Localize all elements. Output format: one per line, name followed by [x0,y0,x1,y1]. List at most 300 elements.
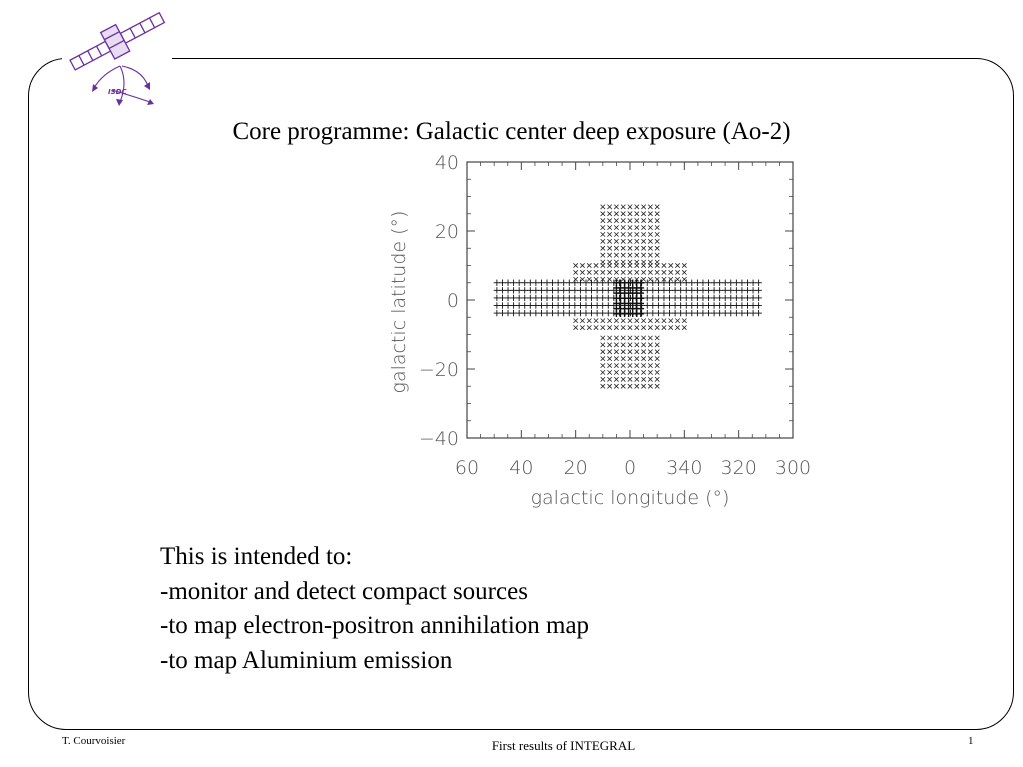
plus-marker [505,287,511,293]
plus-marker [694,280,700,286]
x-marker [601,325,605,329]
x-marker [607,370,611,374]
plus-marker [594,287,600,293]
x-marker [587,325,591,329]
x-marker [655,246,659,250]
x-marker [641,263,645,267]
x-marker [607,239,611,243]
plus-marker [644,287,650,293]
x-marker [655,253,659,257]
plus-marker [572,287,578,293]
x-marker [601,232,605,236]
plus-marker [689,310,695,316]
plus-marker [644,295,650,301]
x-marker [580,277,584,281]
plus-marker [588,310,594,316]
plus-marker [505,280,511,286]
plus-marker [700,310,706,316]
x-marker [628,356,632,360]
x-marker [621,270,625,274]
plus-marker [588,287,594,293]
plus-marker [689,295,695,301]
x-marker [635,205,639,209]
plus-marker [750,310,756,316]
x-marker [648,253,652,257]
x-marker [601,218,605,222]
plus-marker [705,295,711,301]
plus-marker [494,302,500,308]
plus-marker [577,302,583,308]
x-marker [635,350,639,354]
x-marker [607,205,611,209]
x-marker [594,270,598,274]
x-marker [655,370,659,374]
plus-marker [533,295,539,301]
plus-marker [505,310,511,316]
plus-marker [549,280,555,286]
x-marker [614,343,618,347]
x-marker [594,263,598,267]
x-marker [648,225,652,229]
plus-marker [755,295,761,301]
plus-marker [694,302,700,308]
x-marker [662,325,666,329]
x-marker [628,325,632,329]
x-marker [641,350,645,354]
x-marker [635,370,639,374]
x-marker [662,263,666,267]
plus-marker [533,302,539,308]
plus-marker [733,280,739,286]
plus-marker [677,310,683,316]
plus-marker [527,302,533,308]
x-marker [628,239,632,243]
plus-marker [494,295,500,301]
plus-marker [705,287,711,293]
x-marker [682,270,686,274]
plus-marker [516,287,522,293]
x-marker [601,377,605,381]
logo-text: ISDC [108,88,127,96]
x-marker [635,218,639,222]
plus-marker [561,280,567,286]
x-marker [662,270,666,274]
plus-marker [583,310,589,316]
plus-marker [728,310,734,316]
plus-marker [566,287,572,293]
x-marker [621,336,625,340]
x-marker [669,263,673,267]
plus-marker [716,280,722,286]
plus-marker [666,287,672,293]
x-marker [635,377,639,381]
plus-marker [716,295,722,301]
plus-marker [638,311,644,317]
plus-marker [711,302,717,308]
plus-marker [516,310,522,316]
plus-marker [555,295,561,301]
x-marker [601,212,605,216]
plus-marker [700,295,706,301]
x-marker [601,384,605,388]
plus-marker [722,280,728,286]
x-marker [621,384,625,388]
plus-marker [650,310,656,316]
x-marker [614,325,618,329]
x-tick-label: 300 [774,457,812,479]
x-marker [655,225,659,229]
plus-marker [650,287,656,293]
x-marker [675,277,679,281]
plus-marker [666,302,672,308]
plus-marker [510,280,516,286]
x-marker [621,218,625,222]
x-marker [635,343,639,347]
x-marker [587,270,591,274]
plus-marker [666,295,672,301]
plus-marker [510,302,516,308]
plus-marker [577,287,583,293]
plus-marker [544,310,550,316]
x-marker [655,232,659,236]
plus-marker [605,302,611,308]
plus-marker [655,310,661,316]
x-marker [648,263,652,267]
plus-marker [689,280,695,286]
plus-marker [605,287,611,293]
x-marker [635,356,639,360]
x-marker [675,325,679,329]
x-marker [648,336,652,340]
y-tick-label: −40 [418,428,459,450]
bullet-compact-sources: -monitor and detect compact sources [160,577,528,605]
x-marker [621,319,625,323]
x-marker [614,205,618,209]
plus-marker [661,280,667,286]
plus-marker [677,302,683,308]
x-marker [614,246,618,250]
slide-body [160,540,589,678]
x-marker [614,356,618,360]
plus-marker [549,295,555,301]
plus-marker [689,287,695,293]
plus-marker [494,310,500,316]
x-marker [641,384,645,388]
x-marker [641,356,645,360]
x-marker [573,319,577,323]
x-marker [655,239,659,243]
plus-marker [533,310,539,316]
x-marker [655,319,659,323]
x-marker [648,356,652,360]
x-marker [655,325,659,329]
y-tick-label: 40 [434,152,459,174]
plus-marker [494,287,500,293]
x-marker [607,225,611,229]
plus-marker [555,280,561,286]
x-marker [655,270,659,274]
x-marker [601,270,605,274]
plus-marker [716,287,722,293]
x-marker [601,370,605,374]
x-marker [628,319,632,323]
x-marker [635,270,639,274]
plus-marker [650,280,656,286]
plus-marker [499,310,505,316]
plus-marker [494,280,500,286]
x-marker [621,343,625,347]
plus-marker [705,302,711,308]
isdc-logo [62,4,172,108]
y-tick-label: 20 [434,221,459,243]
plus-marker [538,302,544,308]
x-marker [607,319,611,323]
x-marker [641,239,645,243]
x-marker [621,246,625,250]
plus-marker [694,310,700,316]
x-marker [635,263,639,267]
y-tick-label: −20 [418,359,459,381]
x-marker [621,325,625,329]
x-marker [607,246,611,250]
plus-marker [672,302,678,308]
x-marker [635,319,639,323]
x-marker [601,246,605,250]
x-marker [641,212,645,216]
x-marker [675,319,679,323]
plus-marker [566,302,572,308]
x-marker [607,212,611,216]
plus-marker [661,310,667,316]
x-marker [648,343,652,347]
plus-marker [572,302,578,308]
plus-marker [516,280,522,286]
plus-marker [561,287,567,293]
x-marker [580,319,584,323]
x-marker [601,225,605,229]
plus-marker [561,295,567,301]
x-marker [573,263,577,267]
plus-marker [739,295,745,301]
plus-marker [755,287,761,293]
x-marker [675,263,679,267]
y-tick-label: 0 [446,290,459,312]
x-marker [655,343,659,347]
plus-marker [605,295,611,301]
plus-marker [700,280,706,286]
x-marker [635,239,639,243]
x-marker [607,377,611,381]
x-tick-label: 340 [666,457,703,479]
plus-marker [661,287,667,293]
footer-author: T. Courvoisier [62,735,126,747]
x-marker [607,343,611,347]
x-marker [614,218,618,222]
plus-marker [505,302,511,308]
plus-marker [666,310,672,316]
x-marker [621,205,625,209]
x-marker [607,336,611,340]
x-marker [614,336,618,340]
plus-marker [683,287,689,293]
plus-marker [739,280,745,286]
x-marker [648,363,652,367]
x-marker [635,225,639,229]
x-marker [641,246,645,250]
plus-marker [566,295,572,301]
x-marker [648,384,652,388]
x-marker [635,212,639,216]
plus-marker [661,302,667,308]
plus-marker [588,280,594,286]
plus-marker [555,287,561,293]
x-marker [628,343,632,347]
plus-marker [533,287,539,293]
exposure-chart [375,152,815,517]
plus-marker [744,302,750,308]
plus-marker [594,295,600,301]
plus-marker [533,280,539,286]
x-marker [641,225,645,229]
plus-marker [549,287,555,293]
x-marker [655,363,659,367]
x-marker [621,212,625,216]
x-marker [601,239,605,243]
plus-marker [594,302,600,308]
plus-marker [694,295,700,301]
x-marker [628,232,632,236]
plus-marker [677,287,683,293]
x-marker [614,384,618,388]
x-marker [648,212,652,216]
x-marker [669,325,673,329]
x-marker [601,363,605,367]
x-marker [621,350,625,354]
x-marker [601,336,605,340]
x-marker [601,205,605,209]
plus-marker [505,295,511,301]
x-marker [594,319,598,323]
plus-marker [705,310,711,316]
footer-title: First results of INTEGRAL [491,738,636,753]
x-marker [628,246,632,250]
x-marker [607,218,611,222]
x-marker [601,253,605,257]
plus-marker [755,310,761,316]
plus-marker [599,280,605,286]
plus-marker [711,310,717,316]
x-marker [601,356,605,360]
satellite-logo-icon [62,4,172,108]
plus-marker [750,302,756,308]
x-marker [648,246,652,250]
plus-marker [655,295,661,301]
plus-marker [677,295,683,301]
x-marker [655,263,659,267]
x-tick-label: 40 [509,457,534,479]
x-marker [607,253,611,257]
bullet-aluminium: -to map Aluminium emission [160,646,453,674]
x-tick-label: 320 [720,457,757,479]
plus-marker [716,310,722,316]
plus-marker [516,302,522,308]
x-marker [655,212,659,216]
x-marker [580,263,584,267]
plus-marker [522,280,528,286]
x-marker [573,270,577,274]
plus-marker [588,302,594,308]
x-marker [648,205,652,209]
x-marker [662,319,666,323]
x-marker [628,370,632,374]
plus-marker [733,295,739,301]
plus-marker [672,295,678,301]
x-marker [648,319,652,323]
x-marker [614,319,618,323]
plus-marker [750,287,756,293]
x-marker [648,270,652,274]
plus-marker [733,310,739,316]
plus-marker [739,310,745,316]
x-marker [594,325,598,329]
plus-marker [728,295,734,301]
plus-marker [510,287,516,293]
plus-marker [522,287,528,293]
plus-marker [538,287,544,293]
x-marker [655,384,659,388]
plus-marker [544,302,550,308]
x-marker [601,350,605,354]
x-marker [607,263,611,267]
plus-marker [744,310,750,316]
plus-marker [672,280,678,286]
plus-marker [544,287,550,293]
plus-marker [755,302,761,308]
x-marker [669,319,673,323]
x-marker [641,253,645,257]
plus-marker [744,280,750,286]
plus-marker [577,295,583,301]
x-marker [614,239,618,243]
plus-marker [588,295,594,301]
x-marker [628,384,632,388]
x-marker [628,218,632,222]
x-marker [655,336,659,340]
x-marker [682,263,686,267]
plus-marker [499,295,505,301]
plus-marker [750,280,756,286]
x-marker [614,212,618,216]
plus-marker [744,287,750,293]
plus-marker [672,310,678,316]
plus-marker [599,295,605,301]
x-marker [614,253,618,257]
x-marker [648,277,652,281]
plus-marker [700,302,706,308]
plus-marker [711,287,717,293]
x-marker [580,270,584,274]
x-marker [614,263,618,267]
x-marker [621,370,625,374]
plus-marker [583,302,589,308]
x-marker [573,325,577,329]
plus-marker [522,295,528,301]
x-marker [648,350,652,354]
plus-marker [522,302,528,308]
plus-marker [566,310,572,316]
x-marker [655,350,659,354]
x-marker [621,253,625,257]
